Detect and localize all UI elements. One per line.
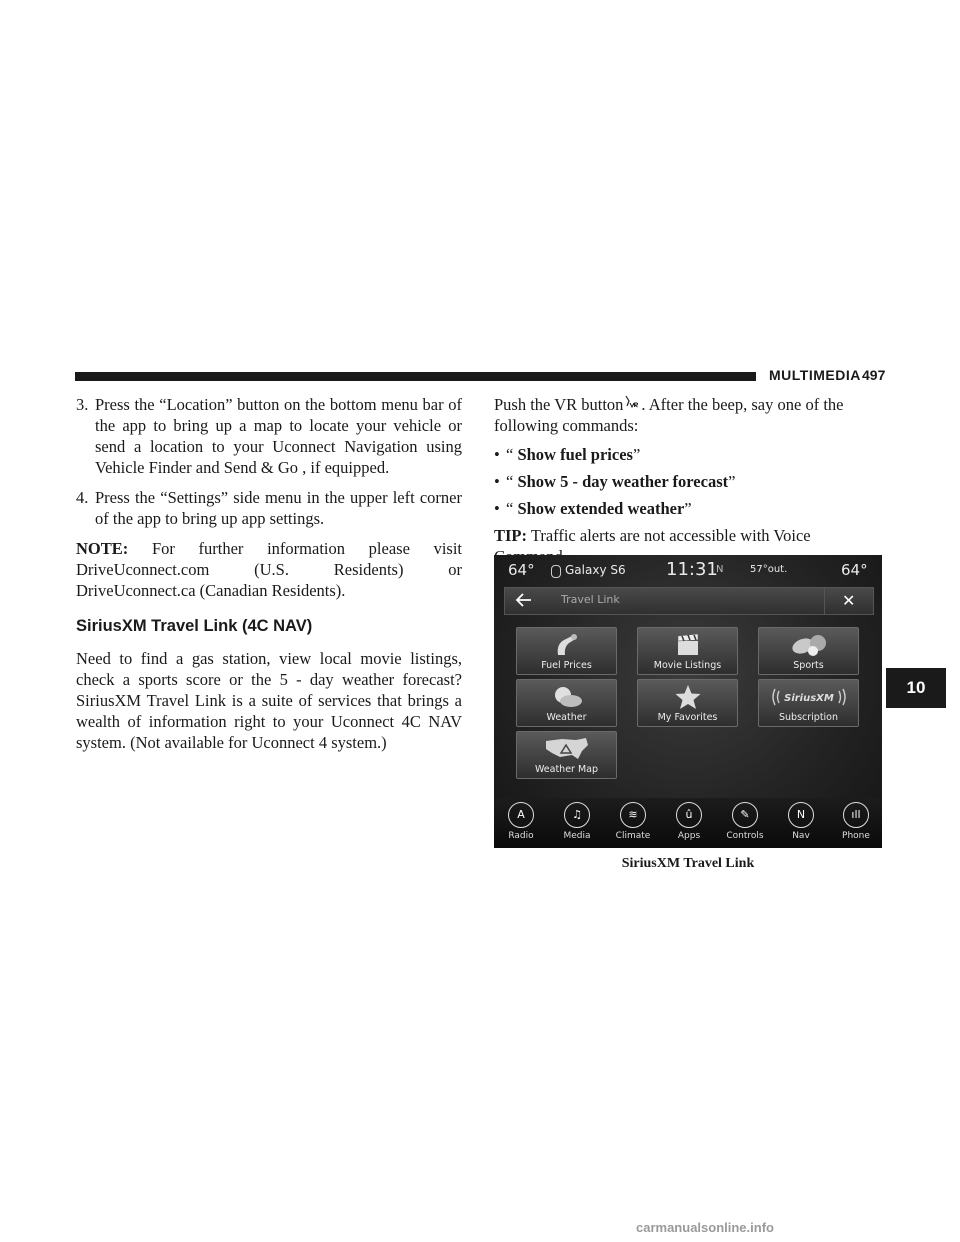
list-item: [494, 471, 882, 492]
step-3: [76, 394, 462, 478]
device-name: Galaxy S6: [565, 563, 626, 577]
tile-label: Movie Listings: [653, 660, 722, 671]
command-text: Show extended weather: [517, 499, 685, 518]
note-line1: For further information please visit: [151, 539, 462, 558]
quote-open: “: [506, 472, 518, 491]
quote-close: ”: [632, 445, 641, 464]
tip-text: Traffic alerts are not accessible with Voice: [530, 526, 811, 545]
clock: 11:31: [666, 559, 718, 580]
tile-weather[interactable]: [516, 679, 617, 727]
nav-label: Nav: [792, 831, 810, 841]
us-map-icon: [542, 735, 592, 763]
nav-climate[interactable]: [611, 802, 655, 846]
nav-label: Media: [563, 831, 591, 841]
vr-instruction: [494, 394, 882, 436]
music-note-icon: ♫: [564, 802, 590, 828]
compass-direction: N: [716, 564, 724, 575]
note-label: NOTE:: [76, 539, 129, 558]
quote-close: ”: [684, 499, 692, 518]
list-item: [494, 498, 882, 519]
phone-signal-icon: ıll: [843, 802, 869, 828]
tile-fuel-prices[interactable]: [516, 627, 617, 675]
tile-label: Fuel Prices: [541, 660, 592, 671]
watermark: carmanualsonline.info: [636, 1220, 774, 1235]
nav-label: Phone: [842, 831, 870, 841]
nav-label: Climate: [615, 831, 651, 841]
travel-link-paragraph: Need to find a gas station, view local movie listings, check a sports score or the 5 - day weather forecast? SiriusXM Travel Link is a suite of services that brings a wealth of information right to your Uconnect 4C NAV system. (Not available for Uconnect 4 system.): [76, 649, 462, 752]
note-rest: DriveUconnect.com (U.S. Residents) or DriveUconnect.ca (Canadian Residents).: [76, 560, 462, 600]
nav-apps[interactable]: [667, 802, 711, 846]
climate-fan-icon: ≋: [620, 802, 646, 828]
bluetooth-icon: [551, 565, 561, 578]
right-column: [494, 394, 882, 567]
nav-label: Controls: [726, 831, 764, 841]
nav-radio[interactable]: [499, 802, 543, 846]
quote-close: ”: [728, 472, 736, 491]
nav-label: Apps: [677, 831, 701, 841]
siriusxm-logo-icon: [769, 683, 849, 711]
tile-label: Weather: [546, 712, 587, 723]
tile-my-favorites[interactable]: [637, 679, 738, 727]
step-number: 4.: [76, 488, 89, 507]
back-arrow-icon[interactable]: [515, 592, 533, 608]
tile-label: Sports: [793, 660, 824, 671]
radio-icon: A: [508, 802, 534, 828]
bottom-nav-bar: [494, 798, 882, 848]
nav-phone[interactable]: [834, 802, 878, 846]
close-button[interactable]: [824, 588, 873, 614]
chapter-tab: 10: [886, 668, 946, 708]
step-4: [76, 487, 462, 529]
nav-label: Radio: [508, 831, 534, 841]
figure-caption: SiriusXM Travel Link: [621, 856, 755, 871]
tile-label: Subscription: [778, 712, 839, 723]
command-text: Show 5 - day weather forecast: [517, 472, 729, 491]
tile-label: My Favorites: [657, 712, 718, 723]
command-list: [494, 444, 882, 519]
page-number: 497: [862, 367, 886, 383]
section-heading: SiriusXM Travel Link (4C NAV): [76, 617, 313, 635]
fuel-pump-icon: [552, 631, 582, 659]
wrench-icon: ✎: [732, 802, 758, 828]
command-text: Show fuel prices: [517, 445, 633, 464]
outside-temp: 57°out.: [750, 564, 788, 575]
header-rule: [75, 372, 756, 381]
status-bar: [494, 555, 882, 585]
section-title: MULTIMEDIA: [769, 367, 861, 383]
weather-sun-cloud-icon: [549, 683, 585, 711]
star-icon: [673, 683, 703, 711]
app-title: Travel Link: [561, 593, 620, 606]
tile-label: Weather Map: [534, 764, 599, 775]
note-paragraph: [76, 538, 462, 601]
temp-left: 64°: [508, 561, 535, 579]
sports-balls-icon: [789, 631, 829, 659]
step-text: Press the “Settings” side menu in the upper left corner of the app to bring up app settings.: [95, 488, 462, 528]
close-icon: ✕: [842, 591, 856, 610]
clapperboard-icon: [673, 631, 703, 659]
nav-controls[interactable]: [723, 802, 767, 846]
uconnect-screenshot: [494, 555, 882, 848]
step-number: 3.: [76, 395, 89, 414]
vr-intro-b: . After the beep, say one of the following commands:: [494, 395, 844, 435]
quote-open: “: [506, 499, 518, 518]
nav-nav[interactable]: [779, 802, 823, 846]
left-column: [76, 394, 462, 753]
siriusxm-logo-text: SiriusXM: [783, 693, 834, 704]
nav-media[interactable]: [555, 802, 599, 846]
compass-icon: N: [788, 802, 814, 828]
vr-intro-a: Push the VR button: [494, 395, 624, 414]
tile-movie-listings[interactable]: [637, 627, 738, 675]
app-title-bar: [504, 587, 874, 615]
apps-icon: û: [676, 802, 702, 828]
list-item: [494, 444, 882, 465]
voice-recognition-icon: [625, 394, 639, 408]
tile-sports[interactable]: [758, 627, 859, 675]
tip-label: TIP:: [494, 526, 527, 545]
step-text: Press the “Location” button on the bottom menu bar of the app to bring up a map to locate your vehicle or send a location to your Uconnect Navigation using Vehicle Finder and Send & Go , if equipped.: [95, 395, 462, 477]
tile-weather-map[interactable]: [516, 731, 617, 779]
note-first-line: [76, 538, 462, 559]
tile-subscription[interactable]: [758, 679, 859, 727]
quote-open: “: [506, 445, 518, 464]
temp-right: 64°: [841, 561, 868, 579]
